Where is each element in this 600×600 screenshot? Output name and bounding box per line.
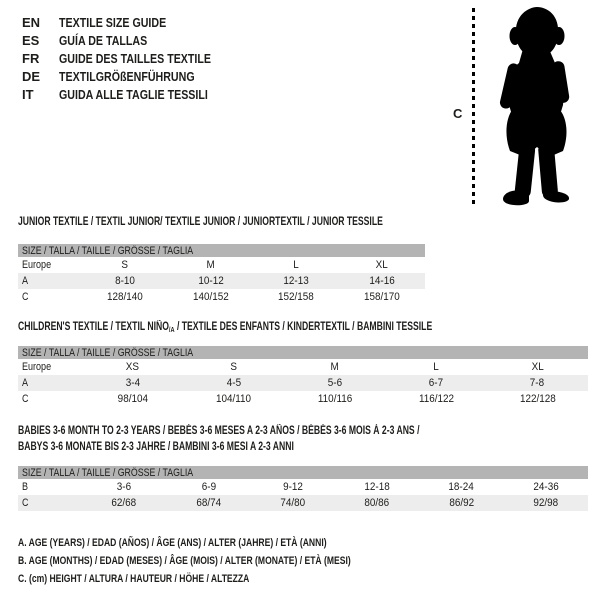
size-cell [82,275,168,287]
table-title [18,214,504,230]
size-cell [504,481,588,493]
footnotes [18,534,445,588]
size-cell-text: 24-36 [533,481,559,493]
size-cell-text: 110/116 [317,393,353,405]
size-cell-text: 74/80 [280,497,306,509]
size-cell-text: XL [531,361,544,373]
size-cell [339,259,425,271]
size-cell [335,481,419,493]
language-code: FR [22,50,40,66]
language-label: TEXTILGRÖßENFÜHRUNG [59,68,195,84]
size-header-label: SIZE / TALLA / TAILLE / GRÖSSE / TAGLIA [22,466,194,479]
row-label [18,259,82,271]
size-cell [419,481,503,493]
row-label-text: B [22,481,29,493]
row-label [18,377,82,389]
row-label [18,275,82,287]
size-cell [168,259,254,271]
legend-row [22,67,244,85]
size-cell-text: 122/128 [519,393,556,405]
size-cell [251,481,335,493]
size-cell [254,259,340,271]
size-cell-text: 6-7 [429,377,444,389]
legend-row [22,49,244,67]
language-code: ES [22,32,40,48]
size-cell [254,275,340,287]
size-cell-text: M [206,259,215,271]
table-row [18,273,425,289]
legend-row [22,85,244,103]
size-cell-text: 104/110 [216,393,252,405]
size-cell [254,291,340,303]
size-cell-text: 140/152 [192,291,229,303]
footnote-text: C. (cm) HEIGHT / ALTURA / HAUTEUR / HÖHE / ALTEZZA [18,573,250,585]
size-cell-text: XS [125,361,140,373]
size-cell [487,393,588,405]
silhouette-ear-right [554,27,565,45]
table-row [18,495,588,511]
row-label [18,291,82,303]
size-header-band [18,466,588,479]
size-cell-text: 10-12 [197,275,224,287]
size-table [18,346,588,407]
table-title-line [18,439,553,455]
size-cell [183,393,284,405]
size-cell [251,497,335,509]
size-cell [82,259,168,271]
size-cell [339,291,425,303]
size-header-label: SIZE / TALLA / TAILLE / GRÖSSE / TAGLIA [22,346,194,359]
table-row [18,289,425,305]
language-legend [22,13,244,103]
size-header-band [18,244,425,257]
size-cell-text: 80/86 [364,497,390,509]
size-cell [339,275,425,287]
size-cell-text: 86/92 [449,497,474,509]
size-cell-text: M [330,361,340,373]
size-cell-text: S [121,259,129,271]
silhouette-ear-left [510,27,521,45]
size-cell-text: 92/98 [533,497,559,509]
row-label [18,497,82,509]
size-cell [82,393,183,405]
legend-row [22,13,244,31]
size-cell [386,377,487,389]
silhouette-foot-right [543,191,569,202]
language-code: DE [22,68,41,84]
size-cell-text: 116/122 [418,393,454,405]
size-cell-text: 128/140 [106,291,143,303]
size-cell [504,497,588,509]
language-label: GUÍA DE TALLAS [59,32,148,48]
row-label-text: C [22,497,29,509]
size-cell-text: 152/158 [278,291,315,303]
size-cell-text: 18-24 [448,481,475,493]
table-row [18,359,588,375]
size-cell [386,361,487,373]
size-cell-text: S [230,361,238,373]
row-label-text: C [22,393,29,405]
language-code: EN [22,14,41,30]
height-measure-line [472,8,475,206]
size-cell-text: L [293,259,300,271]
row-label-text: Europe [22,361,52,373]
row-label-text: A [22,377,29,389]
size-cell [82,361,183,373]
size-cell [487,361,588,373]
language-label: GUIDA ALLE TAGLIE TESSILI [59,86,208,102]
size-cell-text: 158/170 [364,291,401,303]
size-cell [335,497,419,509]
row-label-text: A [22,275,29,287]
table-row [18,479,588,495]
size-cell-text: 8-10 [114,275,135,287]
size-cell [183,377,284,389]
size-cell-text: 3-6 [116,481,132,493]
size-cell [82,291,168,303]
size-cell [183,361,284,373]
footnote-text: A. AGE (YEARS) / EDAD (AÑOS) / ÂGE (ANS) / ALTER (JAHRE) / ETÀ (ANNI) [18,537,327,549]
table-title [18,423,553,455]
size-header-label: SIZE / TALLA / TAILLE / GRÖSSE / TAGLIA [22,244,194,257]
footnote-text: B. AGE (MONTHS) / EDAD (MESES) / ÂGE (MOIS) / ALTER (MONATE) / ETÀ (MESI) [18,555,351,567]
language-code: IT [22,86,34,102]
size-cell [166,497,250,509]
size-header-band [18,346,588,359]
toddler-silhouette-image [479,5,593,207]
table-row [18,257,425,273]
table-title-text: CHILDREN'S TEXTILE / TEXTIL $NIÑO_{/A}$ / TEXTILE DES ENFANTS / KINDERTEXTIL / BAMBINI TESSILE [18,321,433,334]
table-row [18,391,588,407]
size-cell-text: 7-8 [530,377,545,389]
table-row [18,375,588,391]
size-cell [284,377,385,389]
table-title-text: JUNIOR TEXTILE / TEXTIL JUNIOR/ TEXTILE JUNIOR / JUNIORTEXTIL / JUNIOR TESSILE [18,216,383,228]
row-label [18,393,82,405]
legend-row [22,31,244,49]
table-title-line [18,423,553,439]
footnote-line [18,534,445,552]
size-cell [284,361,385,373]
footnote-line [18,570,445,588]
row-label [18,481,82,493]
size-cell-text: 4-5 [226,377,241,389]
size-cell-text: 98/104 [117,393,148,405]
size-cell-text: 9-12 [282,481,303,493]
size-table [18,466,588,511]
size-cell [419,497,503,509]
size-cell-text: 6-9 [201,481,216,493]
size-cell [284,393,385,405]
size-cell-text: 14-16 [369,275,395,287]
size-cell-text: XL [376,259,389,271]
size-cell-text: 12-13 [283,275,310,287]
size-cell-text: L [433,361,439,373]
size-cell [168,275,254,287]
size-cell [82,377,183,389]
size-cell [82,497,166,509]
size-cell-text: 68/74 [196,497,221,509]
size-cell [82,481,166,493]
language-label: TEXTILE SIZE GUIDE [59,14,167,30]
size-cell [168,291,254,303]
silhouette-foot-left [503,190,529,205]
table-title-line [18,319,570,338]
table-title-text: BABIES 3-6 MONTH TO 2-3 YEARS / BEBÉS 3-6 MESES A 2-3 AÑOS / BÉBÉS 3-6 MOIS À 2-3 ANS / [18,425,420,437]
height-measure-label: C [453,106,463,121]
size-cell-text: 3-4 [125,377,140,389]
size-cell-text: 5-6 [327,377,343,389]
size-table [18,244,425,305]
size-cell [166,481,250,493]
silhouette-shorts [506,109,566,157]
table-title-line [18,214,504,230]
size-cell-text: 12-18 [364,481,390,493]
size-cell [487,377,588,389]
size-cell-text: 62/68 [111,497,137,509]
row-label [18,361,82,373]
table-title-text: BABYS 3-6 MONATE BIS 2-3 JAHRE / BAMBINI 3-6 MESI A 2-3 ANNI [18,441,294,453]
table-title [18,319,570,338]
language-label: GUIDE DES TAILLES TEXTILE [59,50,212,66]
table-title-subscript: /A [168,325,175,334]
size-cell [386,393,487,405]
row-label-text: Europe [22,259,52,271]
footnote-line [18,552,445,570]
row-label-text: C [22,291,29,303]
